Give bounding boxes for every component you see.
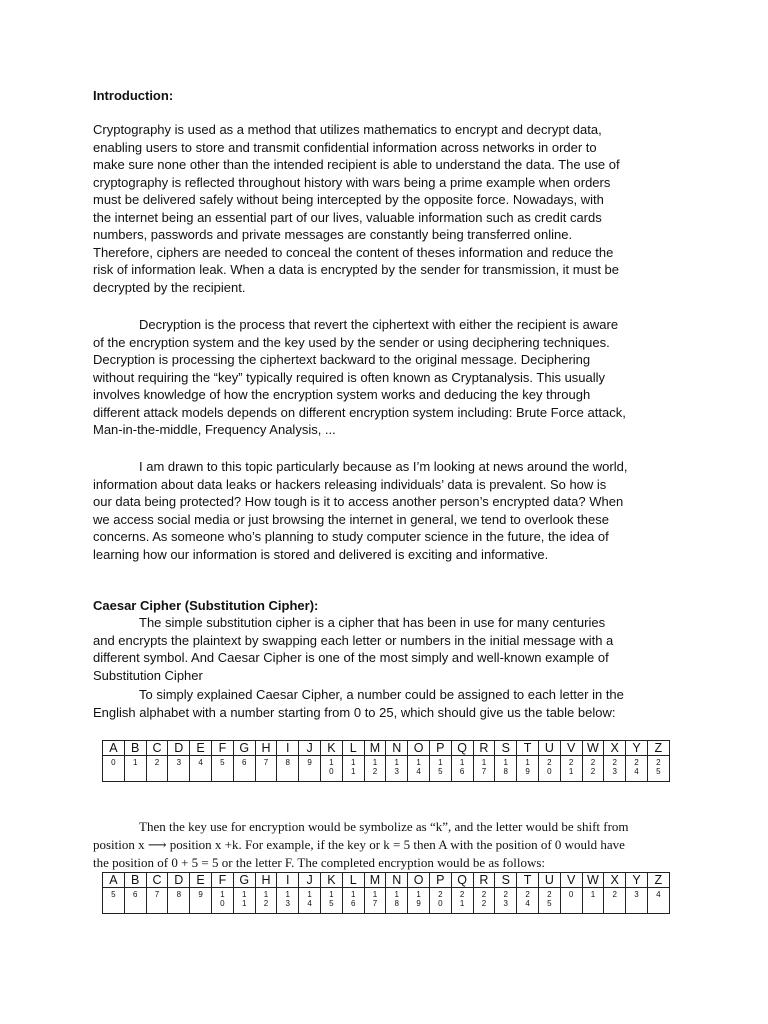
position-cell: 8 [168, 888, 190, 914]
position-cell: 1 6 [451, 756, 473, 782]
shifted-alphabet-table [102, 872, 670, 914]
letter-cell: M [364, 873, 386, 888]
letter-cell: Q [451, 873, 473, 888]
position-cell: 1 5 [320, 888, 342, 914]
text-line: To simply explained Caesar Cipher, a number could be assigned to each letter in the [139, 687, 624, 702]
letter-cell: Q [451, 741, 473, 756]
letter-cell: A [103, 873, 125, 888]
letter-cell: I [277, 741, 299, 756]
letter-cell: N [386, 873, 408, 888]
letter-cell: V [560, 741, 582, 756]
text-line: of the encryption system and the key used by the sender or using deciphering techniques. [93, 334, 610, 350]
caesar-paragraph-2 [93, 686, 678, 721]
text-line: Cryptography is used as a method that utilizes mathematics to encrypt and decrypt data, [93, 122, 602, 137]
text-line: different attack models depends on different encryption system including: Brute Force attack, [93, 404, 626, 420]
position-cell: 2 2 [473, 888, 495, 914]
position-cell: 4 [647, 888, 669, 914]
position-cell: 1 5 [429, 756, 451, 782]
position-cell: 2 0 [429, 888, 451, 914]
position-cell: 2 3 [604, 756, 626, 782]
position-cell: 2 5 [647, 756, 669, 782]
letter-cell: T [517, 873, 539, 888]
caesar-paragraph-3 [93, 818, 693, 872]
letter-cell: K [320, 873, 342, 888]
position-cell: 3 [168, 756, 190, 782]
position-cell: 1 9 [517, 756, 539, 782]
intro-paragraph-1 [93, 121, 678, 296]
position-cell: 1 4 [299, 888, 321, 914]
letter-cell: P [429, 873, 451, 888]
letter-cell: O [408, 741, 430, 756]
table-number-row [103, 756, 670, 782]
position-cell: 2 1 [560, 756, 582, 782]
position-cell: 1 [582, 888, 604, 914]
position-cell: 7 [146, 888, 168, 914]
text-line: Then the key use for encryption would be symbolize as “k”, and the letter would be shift from [139, 819, 629, 834]
text-line: our data being protected? How tough is it to access another person’s encrypted data? When [93, 494, 624, 509]
text-line: risk of information leak. When a data is encrypted by the sender for transmission, it must be [93, 262, 620, 277]
letter-cell: B [124, 741, 146, 756]
letter-cell: E [190, 741, 212, 756]
position-cell: 1 3 [277, 888, 299, 914]
text-line: the position of 0 + 5 = 5 or the letter F. The completed encryption would be as follows: [93, 855, 546, 870]
text-line: decrypted by the recipient. [93, 279, 246, 295]
letter-cell: X [604, 741, 626, 756]
position-cell: 2 3 [495, 888, 517, 914]
position-cell: 1 4 [408, 756, 430, 782]
intro-paragraph-2 [93, 316, 678, 439]
letter-cell: T [517, 741, 539, 756]
letter-cell: S [495, 741, 517, 756]
position-cell: 0 [103, 756, 125, 782]
text-line: and encrypts the plaintext by swapping each letter or numbers in the initial message with a [93, 632, 614, 648]
letter-cell: L [342, 741, 364, 756]
text-line: numbers, passwords and private messages are constantly being transferred online. [93, 227, 573, 242]
text-line: Substitution Cipher [93, 667, 203, 683]
letter-cell: P [429, 741, 451, 756]
table-number-row [103, 888, 670, 914]
position-cell: 1 7 [364, 888, 386, 914]
text-line: Therefore, ciphers are needed to conceal the content of theses information and reduce the [93, 244, 614, 260]
letter-cell: A [103, 741, 125, 756]
letter-cell: R [473, 741, 495, 756]
letter-cell: B [124, 873, 146, 888]
letter-cell: O [408, 873, 430, 888]
text-line: The simple substitution cipher is a cipher that has been in use for many centuries [139, 615, 606, 630]
letter-cell: X [604, 873, 626, 888]
letter-cell: C [146, 741, 168, 756]
caesar-paragraph-1 [93, 614, 678, 684]
text-line: English alphabet with a number starting from 0 to 25, which should give us the table below: [93, 704, 616, 720]
position-cell: 1 1 [233, 888, 255, 914]
position-cell: 1 [124, 756, 146, 782]
text-line: we access social media or just browsing the internet in general, we tend to overlook these [93, 511, 609, 527]
letter-cell: G [233, 741, 255, 756]
position-cell: 3 [626, 888, 648, 914]
alphabet-position-table [102, 740, 670, 782]
position-cell: 1 1 [342, 756, 364, 782]
letter-cell: N [386, 741, 408, 756]
text-line: the internet being an essential part of our lives, valuable information such as credit cards [93, 209, 602, 225]
text-line: involves knowledge of how the encryption system works and deducing the key through [93, 387, 591, 402]
text-line: different symbol. And Caesar Cipher is one of the most simply and well-known example of [93, 650, 609, 665]
text-line: cryptography is reflected throughout history with wars being a prime example when orders [93, 174, 611, 190]
text-line: Decryption is the process that revert the ciphertext with either the recipient is aware [139, 317, 619, 332]
letter-cell: E [190, 873, 212, 888]
letter-cell: H [255, 873, 277, 888]
position-cell: 1 9 [408, 888, 430, 914]
caesar-cipher-heading: Caesar Cipher (Substitution Cipher): [93, 598, 319, 613]
position-cell: 2 4 [626, 756, 648, 782]
letter-cell: V [560, 873, 582, 888]
letter-cell: F [211, 873, 233, 888]
letter-cell: U [538, 873, 560, 888]
intro-paragraph-3 [93, 458, 678, 563]
position-cell: 2 1 [451, 888, 473, 914]
text-line: learning how our information is stored and delivered is exciting and informative. [93, 546, 549, 562]
letter-cell: J [299, 873, 321, 888]
position-cell: 5 [211, 756, 233, 782]
letter-cell: D [168, 873, 190, 888]
letter-cell: U [538, 741, 560, 756]
letter-cell: L [342, 873, 364, 888]
letter-cell: Z [647, 873, 669, 888]
position-cell: 1 6 [342, 888, 364, 914]
position-cell: 2 2 [582, 756, 604, 782]
position-cell: 1 8 [495, 756, 517, 782]
text-line: make sure none other than the intended recipient is able to understand the data. The use of [93, 157, 620, 172]
text-line: Man-in-the-middle, Frequency Analysis, ... [93, 422, 336, 437]
position-cell: 6 [124, 888, 146, 914]
position-cell: 1 7 [473, 756, 495, 782]
text-line: without requiring the “key” typically required is often known as Cryptanalysis. This usually [93, 369, 606, 385]
position-cell: 4 [190, 756, 212, 782]
text-line: information about data leaks or hackers releasing individuals’ data is prevalent. So how is [93, 476, 607, 492]
position-cell: 7 [255, 756, 277, 782]
text-line: I am drawn to this topic particularly because as I’m looking at news around the world, [139, 459, 628, 474]
position-cell: 1 2 [255, 888, 277, 914]
position-cell: 9 [190, 888, 212, 914]
position-cell: 1 2 [364, 756, 386, 782]
letter-cell: Y [626, 873, 648, 888]
letter-cell: R [473, 873, 495, 888]
letter-cell: Y [626, 741, 648, 756]
position-cell: 2 0 [538, 756, 560, 782]
position-cell: 6 [233, 756, 255, 782]
letter-cell: H [255, 741, 277, 756]
letter-cell: M [364, 741, 386, 756]
letter-cell: Z [647, 741, 669, 756]
text-line: concerns. As someone who’s planning to study computer science in the future, the idea of [93, 529, 609, 544]
position-cell: 2 [146, 756, 168, 782]
position-cell: 1 3 [386, 756, 408, 782]
letter-cell: W [582, 873, 604, 888]
letter-cell: K [320, 741, 342, 756]
letter-cell: W [582, 741, 604, 756]
text-line: position x ⟶ position x +k. For example, if the key or k = 5 then A with the position of 0 would have [93, 837, 625, 852]
position-cell: 8 [277, 756, 299, 782]
letter-cell: F [211, 741, 233, 756]
position-cell: 2 5 [538, 888, 560, 914]
position-cell: 5 [103, 888, 125, 914]
letter-cell: G [233, 873, 255, 888]
position-cell: 1 0 [320, 756, 342, 782]
letter-cell: I [277, 873, 299, 888]
position-cell: 2 [604, 888, 626, 914]
table-letter-row [103, 741, 670, 756]
letter-cell: D [168, 741, 190, 756]
text-line: enabling users to store and transmit confidential information across networks in order to [93, 139, 597, 155]
position-cell: 0 [560, 888, 582, 914]
position-cell: 1 8 [386, 888, 408, 914]
text-line: Decryption is processing the ciphertext backward to the original message. Deciphering [93, 352, 591, 367]
letter-cell: C [146, 873, 168, 888]
letter-cell: J [299, 741, 321, 756]
table-letter-row [103, 873, 670, 888]
position-cell: 2 4 [517, 888, 539, 914]
letter-cell: S [495, 873, 517, 888]
introduction-heading: Introduction: [93, 88, 174, 103]
position-cell: 9 [299, 756, 321, 782]
position-cell: 1 0 [211, 888, 233, 914]
text-line: must be delivered safely without being intercepted by the opposite force. Nowadays, with [93, 192, 604, 207]
